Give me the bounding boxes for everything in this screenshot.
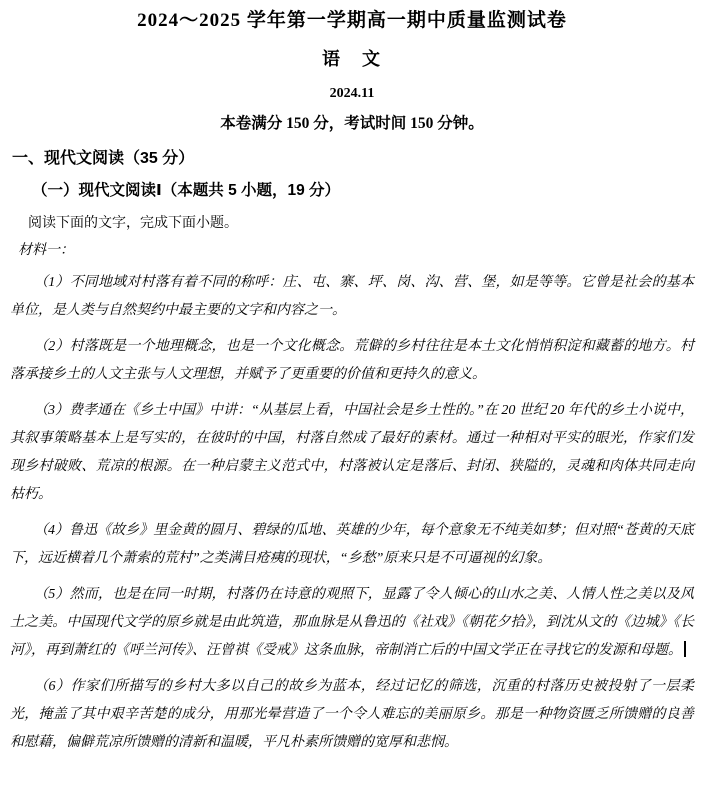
material-paragraph-3[interactable] [10,397,694,509]
paragraph-text: （6）作家们所描写的乡村大多以自己的故乡为蓝本，经过记忆的筛选，沉重的村落历史被投射了一层柔光，掩盖了其中艰辛苦楚的成分，用那光晕营造了一个令人难忘的美丽原乡。那是一种物资匮乏所馈赠的良善和慰藉，偏僻荒凉所馈赠的清新和温暖，平凡朴素所馈赠的宽厚和悲悯。 [10,679,694,750]
paragraph-text: （1）不同地域对村落有着不同的称呼：庄、屯、寨、坪、岗、沟、营、堡，如是等等。它曾是社会的基本单位，是人类与自然契约中最主要的文字和内容之一。 [10,275,694,318]
material-paragraph-2[interactable] [10,333,694,389]
subsection-heading: （一）现代文阅读Ⅰ（本题共 5 小题，19 分） [32,182,341,199]
exam-subject: 语 文 [322,49,382,69]
paragraph-text: （4）鲁迅《故乡》里金黄的圆月、碧绿的瓜地、英雄的少年，每个意象无不纯美如梦；但对照“苍黄的天底下，远近横着几个萧索的荒村”之类满目疮痍的现状，“乡愁”原来只是不可逼视的幻象。 [10,523,694,566]
paragraph-text: （5）然而，也是在同一时期，村落仍在诗意的观照下，显露了令人倾心的山水之美、人情人性之美以及风土之美。中国现代文学的原乡就是由此筑造，那血脉是从鲁迅的《社戏》《朝花夕拾》，到沈从文的《边城》《长河》，再到萧红的《呼兰河传》、汪曾祺《受戒》这条血脉，帝制消亡后的中国文学正在寻找它的发源和母题。 [10,587,694,658]
material-paragraph-1[interactable] [10,269,694,325]
exam-date: 2024.11 [329,86,375,101]
reading-instruction: 阅读下面的文字，完成下面小题。 [28,214,238,230]
material-paragraph-5[interactable] [10,581,694,665]
paragraph-text: （3）费孝通在《乡土中国》中讲：“从基层上看，中国社会是乡土性的。”在 20 世纪 20 年代的乡土小说中，其叙事策略基本上是写实的，在彼时的中国，村落自然成了最好的素材。通过一种相对平实的眼光，作家们发现乡村破败、荒凉的根源。在一种启蒙主义范式中，村落被认定是落后、封闭、狭隘的，灵魂和肉体共同走向枯朽。 [10,403,694,502]
paragraph-text: （2）村落既是一个地理概念，也是一个文化概念。荒僻的乡村往往是本土文化悄悄积淀和藏蓄的地方。村落承接乡土的人文主张与人文理想，并赋予了更重要的价值和更持久的意义。 [10,339,694,382]
text-cursor [684,641,686,657]
exam-info: 本卷满分 150 分，考试时间 150 分钟。 [220,115,484,132]
exam-title: 2024～2025 学年第一学期高一期中质量监测试卷 [137,10,567,31]
material-label: 材料一： [18,243,74,258]
material-paragraph-4[interactable] [10,517,694,573]
material-paragraph-6[interactable] [10,673,694,757]
document-header [0,8,704,135]
section-heading: 一、现代文阅读（35 分） [12,150,195,167]
document-body[interactable] [0,148,704,757]
